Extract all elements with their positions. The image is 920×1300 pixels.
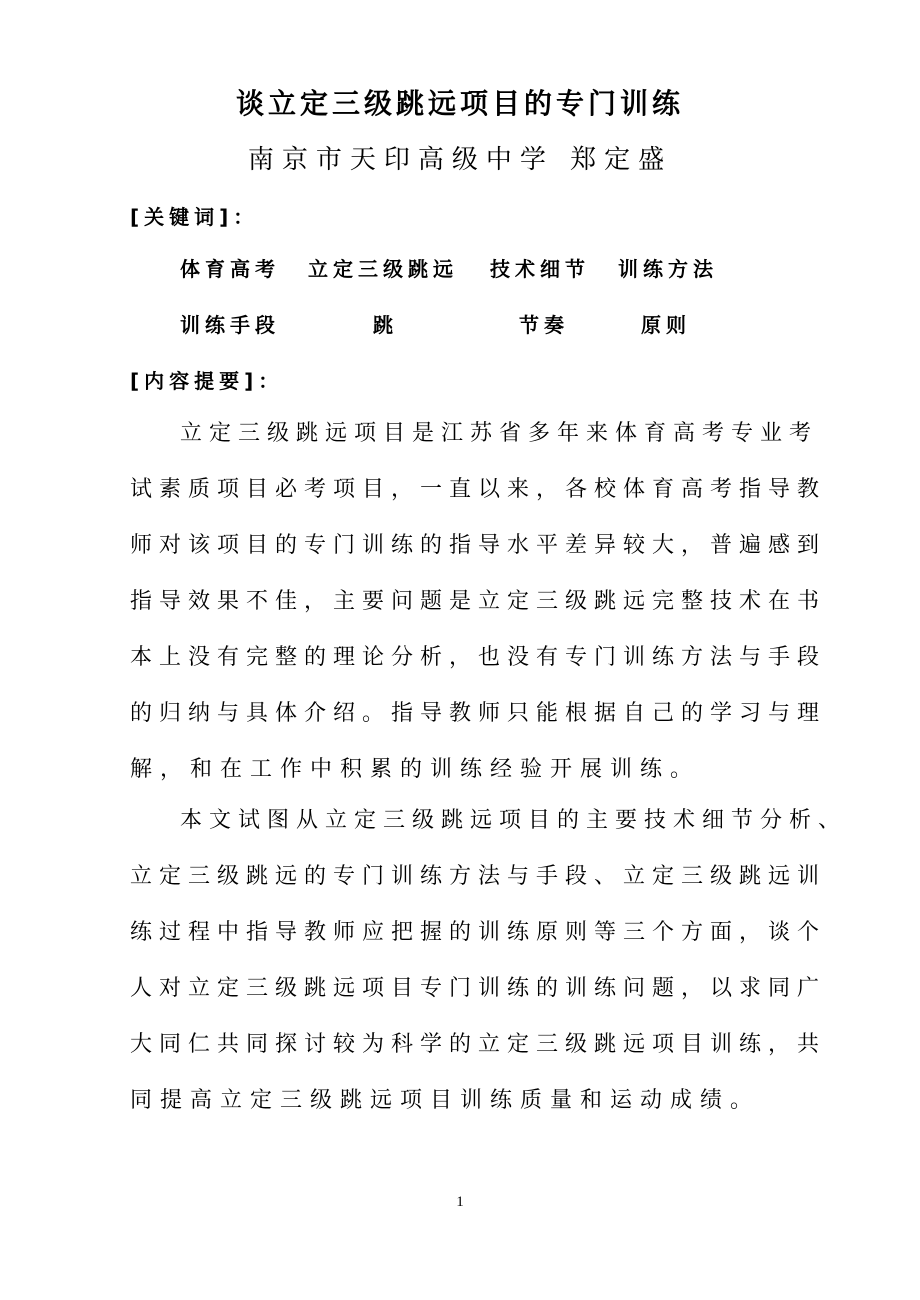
keywords-row-1 (180, 254, 820, 284)
page-number: 1 (456, 1194, 464, 1210)
paragraph-line: 本 上 没 有 完 整 的 理 论 分 析 ， 也 没 有 专 门 训 练 方 法 与 手 段 (130, 645, 820, 670)
keyword: 训练方法 (618, 257, 718, 281)
document-title: 谈立定三级跳远项目的专门训练 (235, 87, 684, 120)
keyword: 跳 (373, 313, 398, 337)
paragraph-line: 练 过 程 中 指 导 教 师 应 把 握 的 训 练 原 则 等 三 个 方 面 ， 谈 个 (130, 920, 820, 945)
author-line: 南京市天印高级中学 郑定盛 (247, 145, 673, 175)
paragraph-line: 指 导 效 果 不 佳 ， 主 要 问 题 是 立 定 三 级 跳 远 完 整 技 术 在 书 (130, 589, 820, 614)
keywords-label: [关键词]： (130, 205, 259, 229)
keyword: 训练手段 (180, 313, 280, 337)
paragraph-line: 解，和在工作中积累的训练经验开展训练。 (130, 757, 701, 782)
keywords-row-2 (180, 310, 820, 340)
paragraph-line: 人 对 立 定 三 级 跳 远 项 目 专 门 训 练 的 训 练 问 题 ， 以 求 同 广 (130, 976, 820, 1001)
paragraph-line: 立 定 三 级 跳 远 的 专 门 训 练 方 法 与 手 段 、 立 定 三 级 跳 远 训 (130, 864, 820, 889)
keyword: 立定三级跳远 (308, 257, 458, 281)
keyword: 节奏 (519, 313, 569, 337)
paragraph-line: 本 文 试 图 从 立 定 三 级 跳 远 项 目 的 主 要 技 术 细 节 分 析 、 (180, 808, 841, 833)
paragraph-line: 同提高立定三级跳远项目训练质量和运动成绩。 (130, 1088, 761, 1113)
paragraph-line: 师 对 该 项 目 的 专 门 训 练 的 指 导 水 平 差 异 较 大 ， 普 遍 感 到 (130, 533, 820, 558)
paragraph-line: 立 定 三 级 跳 远 项 目 是 江 苏 省 多 年 来 体 育 高 考 专 业 考 (180, 421, 812, 446)
keyword: 技术细节 (490, 257, 590, 281)
paragraph-line: 大 同 仁 共 同 探 讨 较 为 科 学 的 立 定 三 级 跳 远 项 目 训 练 ， 共 (130, 1032, 820, 1057)
paragraph-line: 的 归 纳 与 具 体 介 绍 。 指 导 教 师 只 能 根 据 自 己 的 学 习 与 理 (130, 701, 820, 726)
paragraph-line: 试 素 质 项 目 必 考 项 目 ， 一 直 以 来 ， 各 校 体 育 高 考 指 导 教 (130, 477, 820, 502)
summary-label: [内容提要]： (130, 369, 284, 393)
keyword: 原则 (641, 313, 691, 337)
keyword: 体育高考 (180, 257, 280, 281)
